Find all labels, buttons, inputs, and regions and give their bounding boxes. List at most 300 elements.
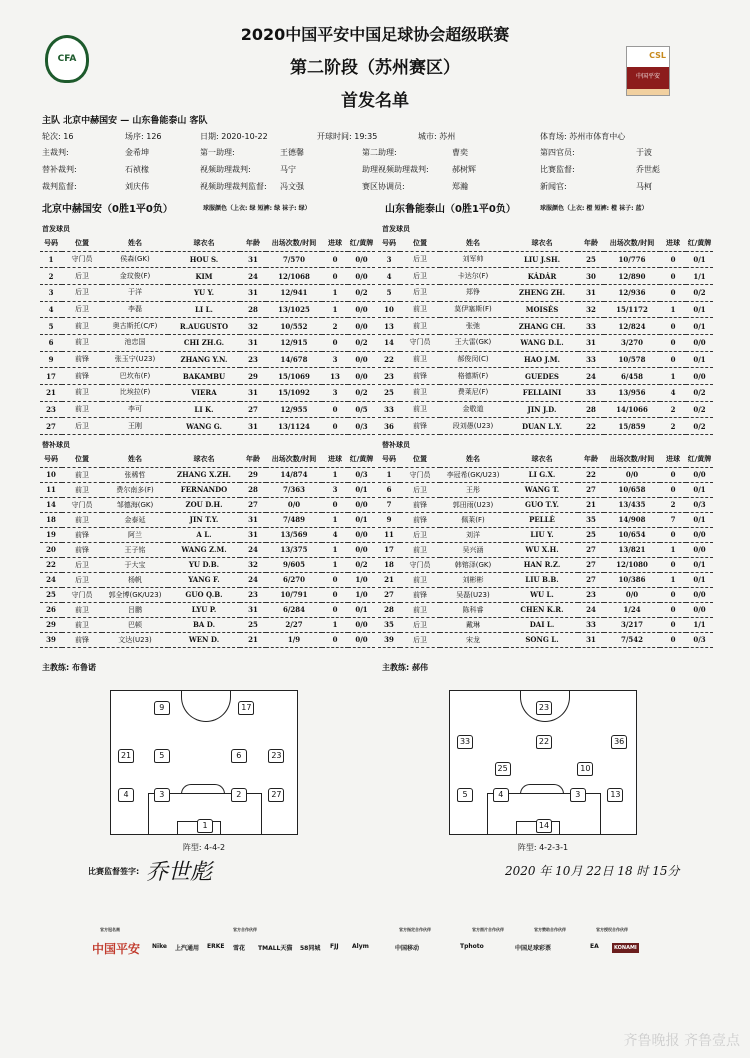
cell-apps-minutes: 6/458 (604, 368, 660, 385)
cell-goals: 1 (322, 512, 348, 527)
cell-number: 36 (378, 418, 400, 435)
cell-apps-minutes: 10/386 (604, 572, 660, 587)
cell-position: 后卫 (400, 251, 440, 268)
cell-name: 文达(U23) (102, 632, 168, 647)
cell-name: 刘军帅 (440, 251, 506, 268)
cell-apps-minutes: 10/578 (604, 351, 660, 368)
cell-position: 前锋 (62, 632, 102, 647)
player-jersey: 4 (493, 788, 509, 802)
cell-goals: 13 (322, 368, 348, 385)
cell-position: 前卫 (62, 385, 102, 402)
cell-cards: 0/2 (686, 385, 713, 402)
cell-position: 后卫 (62, 572, 102, 587)
cell-position: 前卫 (400, 602, 440, 617)
sponsor-logo: 中国足球彩票 (515, 945, 552, 952)
supervisor-signature: 乔世彪 (146, 860, 213, 885)
cell-position: 前卫 (62, 318, 102, 335)
cell-apps-minutes: 14/874 (266, 467, 322, 482)
cell-name: 吴兴涵 (440, 542, 506, 557)
cell-number: 17 (40, 368, 62, 385)
cell-shirt-name: JIN J.D. (506, 401, 578, 418)
cell-number: 9 (40, 351, 62, 368)
cell-age: 30 (578, 268, 604, 285)
cell-number: 24 (40, 572, 62, 587)
cell-cards: 0/5 (348, 401, 375, 418)
match-date: 日期: 2020-10-22 (200, 132, 268, 141)
cell-name: 池忠国 (102, 334, 168, 351)
cell-number: 4 (40, 301, 62, 318)
official-name: 郝树辉 (452, 165, 476, 174)
cell-number: 1 (378, 467, 400, 482)
official-name: 曹奕 (452, 148, 468, 157)
cell-age: 21 (578, 497, 604, 512)
official-role: 比赛监督: (540, 165, 575, 174)
table-row (378, 587, 713, 602)
player-jersey: 1 (197, 819, 213, 833)
cell-number: 11 (378, 527, 400, 542)
sponsor-category: 官方指定合作伙伴 (399, 927, 431, 932)
cell-position: 后卫 (62, 557, 102, 572)
cell-name: 侯森(GK) (102, 251, 168, 268)
column-header: 号码 (378, 236, 400, 251)
table-row (378, 351, 713, 368)
home-formation-pitch (110, 690, 298, 835)
cell-goals: 0 (660, 467, 686, 482)
cell-number: 3 (40, 284, 62, 301)
cell-number: 25 (40, 587, 62, 602)
cell-position: 守门员 (62, 497, 102, 512)
cell-goals: 1 (322, 542, 348, 557)
table-row (378, 401, 713, 418)
sponsor-category: 官方图片合作伙伴 (472, 927, 504, 932)
sponsor-category: 官方合作伙伴 (233, 927, 257, 932)
official-name: 于波 (636, 148, 652, 157)
cell-shirt-name: A L. (168, 527, 240, 542)
cell-position: 前卫 (62, 602, 102, 617)
cell-cards: 0/0 (348, 632, 375, 647)
official-role: 赛区协调员: (362, 182, 405, 191)
cell-age: 27 (578, 572, 604, 587)
cell-cards: 0/0 (686, 542, 713, 557)
cell-goals: 1 (660, 301, 686, 318)
cell-goals: 0 (322, 497, 348, 512)
cell-number: 22 (378, 351, 400, 368)
table-row (40, 401, 375, 418)
table-row (40, 318, 375, 335)
column-header: 年龄 (578, 452, 604, 467)
stadium: 体育场: 苏州市体育中心 (540, 132, 626, 141)
sponsor-logo: Tphoto (460, 943, 484, 950)
cell-cards: 0/0 (686, 602, 713, 617)
cell-number: 10 (40, 467, 62, 482)
cell-cards: 0/1 (348, 482, 375, 497)
column-header: 年龄 (240, 452, 266, 467)
cell-cards: 0/0 (686, 334, 713, 351)
player-jersey: 22 (536, 735, 552, 749)
cell-position: 后卫 (400, 268, 440, 285)
cell-cards: 0/0 (348, 301, 375, 318)
cell-name: 邹德海(GK) (102, 497, 168, 512)
cell-cards: 0/0 (348, 318, 375, 335)
cell-number: 33 (378, 401, 400, 418)
column-header: 姓名 (102, 452, 168, 467)
cell-age: 23 (240, 587, 266, 602)
cell-position: 前锋 (400, 587, 440, 602)
cell-position: 守门员 (400, 557, 440, 572)
cell-age: 29 (240, 368, 266, 385)
official-role: 视频助理裁判监督: (200, 182, 267, 191)
cell-apps-minutes: 10/776 (604, 251, 660, 268)
cell-number: 28 (378, 602, 400, 617)
cell-shirt-name: GUO Q.B. (168, 587, 240, 602)
cell-apps-minutes: 13/1025 (266, 301, 322, 318)
cell-apps-minutes: 3/217 (604, 617, 660, 632)
cell-shirt-name: WU L. (506, 587, 578, 602)
cell-position: 后卫 (400, 284, 440, 301)
cell-age: 31 (240, 284, 266, 301)
cell-number: 3 (378, 251, 400, 268)
cell-shirt-name: HOU S. (168, 251, 240, 268)
cell-goals: 0 (660, 318, 686, 335)
column-header: 球衣名 (506, 236, 578, 251)
official-name: 马宁 (280, 165, 296, 174)
cell-age: 24 (240, 572, 266, 587)
sponsor-logo: 雪花 (233, 945, 246, 952)
round: 轮次: 16 (42, 132, 74, 141)
cell-apps-minutes: 12/936 (604, 284, 660, 301)
cell-position: 后卫 (62, 284, 102, 301)
cell-apps-minutes: 3/270 (604, 334, 660, 351)
cell-goals: 0 (322, 334, 348, 351)
cell-cards: 0/1 (686, 512, 713, 527)
cell-cards: 0/1 (686, 301, 713, 318)
cell-shirt-name: LIU B.B. (506, 572, 578, 587)
column-header: 进球 (660, 452, 686, 467)
cell-cards: 1/1 (686, 617, 713, 632)
sponsor-logo: EA (590, 943, 599, 950)
cell-name: 金玟俊(F) (102, 268, 168, 285)
cell-age: 32 (240, 318, 266, 335)
column-header: 球衣名 (506, 452, 578, 467)
cell-age: 32 (240, 557, 266, 572)
cell-apps-minutes: 12/915 (266, 334, 322, 351)
cell-position: 前卫 (400, 542, 440, 557)
cell-name: 陈科睿 (440, 602, 506, 617)
cell-cards: 0/0 (348, 542, 375, 557)
cell-position: 前锋 (62, 542, 102, 557)
column-header: 球衣名 (168, 236, 240, 251)
cell-position: 后卫 (62, 418, 102, 435)
cell-age: 28 (240, 301, 266, 318)
supervisor-sign-label: 比赛监督签字: (88, 867, 140, 876)
cell-number: 39 (378, 632, 400, 647)
cell-goals: 0 (660, 482, 686, 497)
home-subs-title: 替补球员 (42, 441, 70, 449)
cell-shirt-name: YANG F. (168, 572, 240, 587)
cell-shirt-name: DUAN L.Y. (506, 418, 578, 435)
cell-position: 前锋 (400, 512, 440, 527)
table-header (40, 236, 375, 251)
cell-goals: 1 (322, 301, 348, 318)
cell-goals: 0 (660, 251, 686, 268)
cell-apps-minutes: 13/1124 (266, 418, 322, 435)
table-row (40, 467, 375, 482)
cell-cards: 0/0 (686, 587, 713, 602)
cell-name: 段刘愚(U23) (440, 418, 506, 435)
cell-cards: 0/2 (686, 284, 713, 301)
cell-age: 25 (578, 527, 604, 542)
cell-goals: 3 (322, 482, 348, 497)
cell-number: 6 (378, 482, 400, 497)
cell-shirt-name: YU D.B. (168, 557, 240, 572)
player-jersey: 21 (118, 749, 134, 763)
table-header (378, 452, 713, 467)
cell-age: 33 (578, 617, 604, 632)
cell-name: 王刚 (102, 418, 168, 435)
cell-cards: 0/1 (348, 602, 375, 617)
column-header: 姓名 (440, 236, 506, 251)
cell-age: 29 (240, 467, 266, 482)
player-jersey: 23 (268, 749, 284, 763)
sponsor-logo: FJJ (330, 943, 339, 950)
cell-name: 王子铭 (102, 542, 168, 557)
cell-position: 守门员 (62, 251, 102, 268)
table-row (378, 418, 713, 435)
sponsor-logo: KONAMI (614, 945, 637, 951)
cell-position: 前卫 (62, 512, 102, 527)
cell-cards: 0/0 (348, 527, 375, 542)
table-row (40, 587, 375, 602)
cell-age: 27 (240, 401, 266, 418)
cell-cards: 0/3 (686, 497, 713, 512)
player-jersey: 33 (457, 735, 473, 749)
match-number: 场序: 126 (125, 132, 162, 141)
cell-position: 前卫 (400, 401, 440, 418)
player-jersey: 36 (611, 735, 627, 749)
cell-number: 19 (40, 527, 62, 542)
cell-age: 23 (240, 351, 266, 368)
sponsor-logo: 中国平安 (92, 942, 141, 956)
cell-goals: 1 (660, 572, 686, 587)
cell-age: 31 (240, 418, 266, 435)
sponsor-logo: TMALL天猫 (258, 945, 293, 952)
table-row (378, 557, 713, 572)
cell-position: 后卫 (400, 482, 440, 497)
column-header: 出场次数/时间 (604, 452, 660, 467)
player-jersey: 27 (268, 788, 284, 802)
cell-cards: 0/0 (348, 351, 375, 368)
table-row (378, 632, 713, 647)
table-row (40, 512, 375, 527)
cell-shirt-name: LIU Y. (506, 527, 578, 542)
cell-age: 24 (240, 268, 266, 285)
cell-name: 戴琳 (440, 617, 506, 632)
sponsor-category: 官方赞助合作伙伴 (534, 927, 566, 932)
cell-name: 佩莱(F) (440, 512, 506, 527)
cell-shirt-name: ZOU D.H. (168, 497, 240, 512)
doc-heading: 首发名单 (341, 91, 409, 111)
table-header (40, 452, 375, 467)
cell-age: 21 (240, 632, 266, 647)
cell-position: 前卫 (400, 385, 440, 402)
cell-number: 23 (378, 368, 400, 385)
official-role: 第二助理: (362, 148, 397, 157)
cell-name: 巴顿 (102, 617, 168, 632)
cell-apps-minutes: 6/284 (266, 602, 322, 617)
cell-apps-minutes: 14/678 (266, 351, 322, 368)
cell-position: 后卫 (400, 632, 440, 647)
cell-name: 郭田雨(U23) (440, 497, 506, 512)
cell-shirt-name: WU X.H. (506, 542, 578, 557)
away-starters-table (378, 236, 713, 435)
cell-shirt-name: GUEDES (506, 368, 578, 385)
cell-position: 前卫 (400, 318, 440, 335)
cell-number: 27 (40, 418, 62, 435)
table-row (40, 251, 375, 268)
cell-name: 于洋 (102, 284, 168, 301)
home-subs-table (40, 452, 375, 648)
cell-apps-minutes: 10/658 (604, 482, 660, 497)
official-role: 视频助理裁判: (200, 165, 251, 174)
cell-name: 吴磊(U23) (440, 587, 506, 602)
cell-cards: 0/2 (686, 401, 713, 418)
column-header: 位置 (62, 452, 102, 467)
cell-position: 守门员 (62, 587, 102, 602)
column-header: 姓名 (440, 452, 506, 467)
cell-shirt-name: FELLAINI (506, 385, 578, 402)
cell-apps-minutes: 15/1092 (266, 385, 322, 402)
cell-age: 27 (578, 542, 604, 557)
cell-goals: 2 (660, 401, 686, 418)
cell-shirt-name: LIU J.SH. (506, 251, 578, 268)
official-name: 郑瀚 (452, 182, 468, 191)
cell-age: 23 (578, 587, 604, 602)
player-jersey: 3 (570, 788, 586, 802)
cell-goals: 0 (660, 632, 686, 647)
cell-number: 11 (40, 482, 62, 497)
cell-age: 27 (578, 482, 604, 497)
column-header: 姓名 (102, 236, 168, 251)
cell-cards: 1/1 (686, 268, 713, 285)
sponsor-category: 官方冠名商 (100, 927, 120, 932)
cell-goals: 0 (660, 557, 686, 572)
cell-age: 25 (240, 617, 266, 632)
cell-shirt-name: WANG T. (506, 482, 578, 497)
cell-number: 9 (378, 512, 400, 527)
cell-age: 28 (240, 482, 266, 497)
cell-name: 刘彬彬 (440, 572, 506, 587)
cell-goals: 0 (660, 527, 686, 542)
cell-goals: 0 (322, 418, 348, 435)
cell-cards: 0/0 (686, 527, 713, 542)
cell-shirt-name: GUO T.Y. (506, 497, 578, 512)
player-jersey: 25 (495, 762, 511, 776)
cell-apps-minutes: 10/791 (266, 587, 322, 602)
cell-apps-minutes: 12/890 (604, 268, 660, 285)
cell-cards: 0/0 (348, 617, 375, 632)
column-header: 号码 (40, 236, 62, 251)
cell-position: 后卫 (62, 268, 102, 285)
cell-number: 18 (40, 512, 62, 527)
table-row (40, 482, 375, 497)
cell-goals: 4 (660, 385, 686, 402)
cell-apps-minutes: 15/1172 (604, 301, 660, 318)
table-row (40, 497, 375, 512)
table-row (40, 385, 375, 402)
cell-cards: 0/1 (348, 512, 375, 527)
away-coach: 主教练: 郝伟 (382, 663, 428, 672)
cell-number: 14 (40, 497, 62, 512)
cell-age: 31 (578, 632, 604, 647)
cell-cards: 0/2 (348, 557, 375, 572)
cell-position: 后卫 (400, 617, 440, 632)
player-jersey: 17 (238, 701, 254, 715)
official-role: 主裁判: (42, 148, 69, 157)
table-row (40, 268, 375, 285)
cfa-logo: CFA (45, 35, 89, 83)
cell-age: 31 (240, 512, 266, 527)
official-role: 裁判监督: (42, 182, 77, 191)
cell-cards: 0/1 (686, 251, 713, 268)
cell-goals: 0 (660, 334, 686, 351)
cell-goals: 0 (660, 268, 686, 285)
table-row (378, 251, 713, 268)
cell-shirt-name: KÁDÁR (506, 268, 578, 285)
cell-cards: 0/2 (348, 334, 375, 351)
table-row (378, 334, 713, 351)
official-name: 乔世彪 (636, 165, 660, 174)
cell-goals: 0 (322, 632, 348, 647)
player-jersey: 14 (536, 819, 552, 833)
cell-name: 巴坎布(F) (102, 368, 168, 385)
cell-cards: 0/1 (686, 482, 713, 497)
column-header: 球衣名 (168, 452, 240, 467)
cell-goals: 1 (322, 467, 348, 482)
cell-number: 29 (40, 617, 62, 632)
cell-age: 31 (578, 334, 604, 351)
table-row (378, 542, 713, 557)
cell-number: 23 (40, 401, 62, 418)
cell-age: 31 (578, 284, 604, 301)
sponsor-logo: ERKE (207, 943, 225, 950)
cell-age: 33 (578, 318, 604, 335)
table-row (40, 632, 375, 647)
cell-number: 21 (40, 385, 62, 402)
column-header: 位置 (400, 236, 440, 251)
away-subs-table (378, 452, 713, 648)
cell-apps-minutes: 0/0 (604, 467, 660, 482)
cell-apps-minutes: 12/955 (266, 401, 322, 418)
cell-age: 22 (578, 467, 604, 482)
cell-age: 24 (240, 542, 266, 557)
home-coach: 主教练: 布鲁诺 (42, 663, 96, 672)
cell-age: 32 (578, 301, 604, 318)
cell-shirt-name: WANG G. (168, 418, 240, 435)
cell-number: 20 (40, 542, 62, 557)
table-row (378, 301, 713, 318)
cell-goals: 0 (322, 572, 348, 587)
cell-goals: 0 (322, 268, 348, 285)
cell-name: 张稀哲 (102, 467, 168, 482)
cell-number: 18 (378, 557, 400, 572)
table-row (378, 527, 713, 542)
cell-name: 宋龙 (440, 632, 506, 647)
cell-goals: 0 (660, 617, 686, 632)
cell-age: 31 (240, 602, 266, 617)
cell-number: 5 (40, 318, 62, 335)
cell-goals: 0 (660, 602, 686, 617)
table-row (378, 482, 713, 497)
